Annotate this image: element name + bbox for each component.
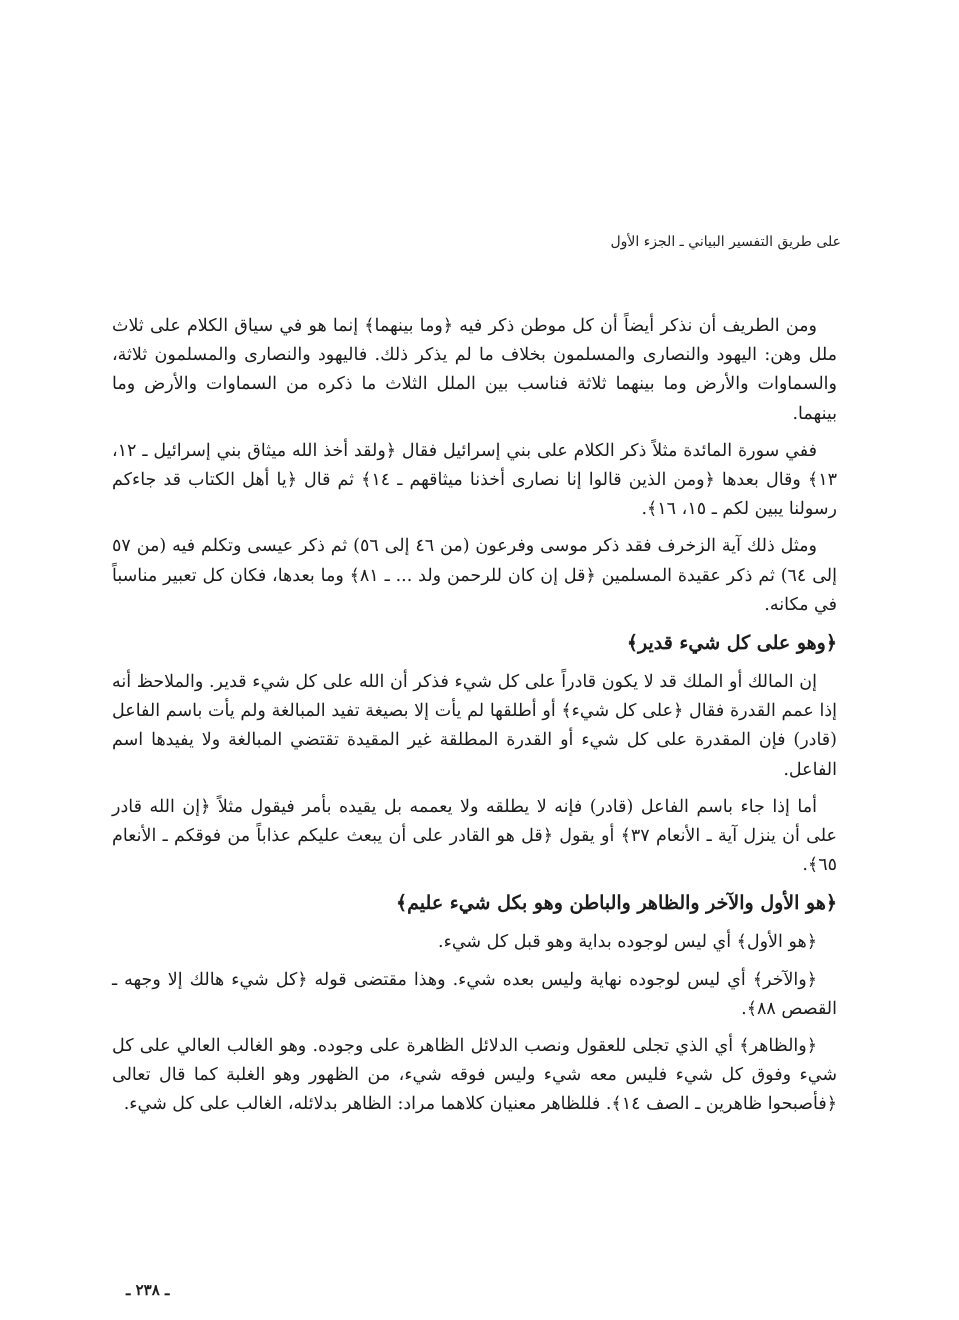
paragraph: إن المالك أو الملك قد لا يكون قادراً على كل شيء فذكر أن الله على كل شيء قدير. والملاحظ أنه إذا عمم القدرة فقال ﴿على كل شيء﴾ أو أطلقها لم يأت إلا بصيغة تفيد المبالغة ولم يأت باسم الفاعل (قادر) فإن المقدرة على كل شيء أو القدرة المطلقة غير المقيدة تقتضي المبالغة ولا يفيدها اسم الفاعل.: [112, 672, 837, 780]
paragraph: ﴿هو الأول﴾ أي ليس لوجوده بداية وهو قبل كل شيء.: [438, 932, 817, 953]
section-heading: ﴿وهو على كل شيء قدير﴾: [626, 632, 837, 655]
paragraph: ﴿والآخر﴾ أي ليس لوجوده نهاية وليس بعده شيء. وهذا مقتضى قوله ﴿كل شيء هالك إلا وجهه ـ القصص ٨٨﴾.: [112, 969, 837, 1019]
section-heading: ﴿هو الأول والآخر والظاهر والباطن وهو بكل شيء عليم﴾: [396, 892, 837, 915]
paragraph: أما إذا جاء باسم الفاعل (قادر) فإنه لا يطلقه ولا يعممه بل يقيده بأمر فيقول مثلاً ﴿إن الله قادر على أن ينزل آية ـ الأنعام ٣٧﴾ أو يقول ﴿قل هو القادر على أن يبعث عليكم عذاباً من فوقكم ـ الأنعام ٦٥﴾.: [112, 796, 838, 876]
paragraph: ومن الطريف أن نذكر أيضاً أن كل موطن ذكر فيه ﴿وما بينهما﴾ إنما هو في سياق الكلام على ثلاث ملل وهن: اليهود والنصارى والمسلمون بخلاف ما لم يذكر ذلك. فاليهود والنصارى والمسلمون ثلاثة، والسماوات والأرض وما بينهما ثلاثة فناسب بين الملل الثلاث ما ذكره من السماوات والأرض وما بينهما.: [112, 316, 837, 424]
running-header: على طريق التفسير البياني ـ الجزء الأول: [610, 234, 841, 250]
page-number: ـ ٢٣٨ ـ: [126, 1281, 170, 1299]
main-text: [112, 312, 837, 1128]
paragraph: ومثل ذلك آية الزخرف فقد ذكر موسى وفرعون (من ٤٦ إلى ٥٦) ثم ذكر عيسى وتكلم فيه (من ٥٧ إلى ٦٤) ثم ذكر عقيدة المسلمين ﴿قل إن كان للرحمن ولد ... ـ ٨١﴾ وما بعدها، فكان كل تعبير مناسباً في مكانه.: [112, 536, 837, 615]
paragraph: ﴿والظاهر﴾ أي الذي تجلى للعقول ونصب الدلائل الظاهرة على وجوده. وهو الغالب العالي على كل شيء وفوق كل شيء فليس معه شيء وليس فوقه شيء، من الظهور وهو الغلبة كما قال تعالى ﴿فأصبحوا ظاهرين ـ الصف ١٤﴾. فللظاهر معنيان كلاهما مراد: الظاهر بدلائله، الغالب على كل شيء.: [112, 1036, 837, 1115]
paragraph: ففي سورة المائدة مثلاً ذكر الكلام على بني إسرائيل فقال ﴿ولقد أخذ الله ميثاق بني إسرائيل ـ ١٢، ١٣﴾ وقال بعدها ﴿ومن الذين قالوا إنا نصارى أخذنا ميثاقهم ـ ١٤﴾ ثم قال ﴿يا أهل الكتاب قد جاءكم رسولنا يبين لكم ـ ١٥، ١٦﴾.: [112, 440, 838, 520]
